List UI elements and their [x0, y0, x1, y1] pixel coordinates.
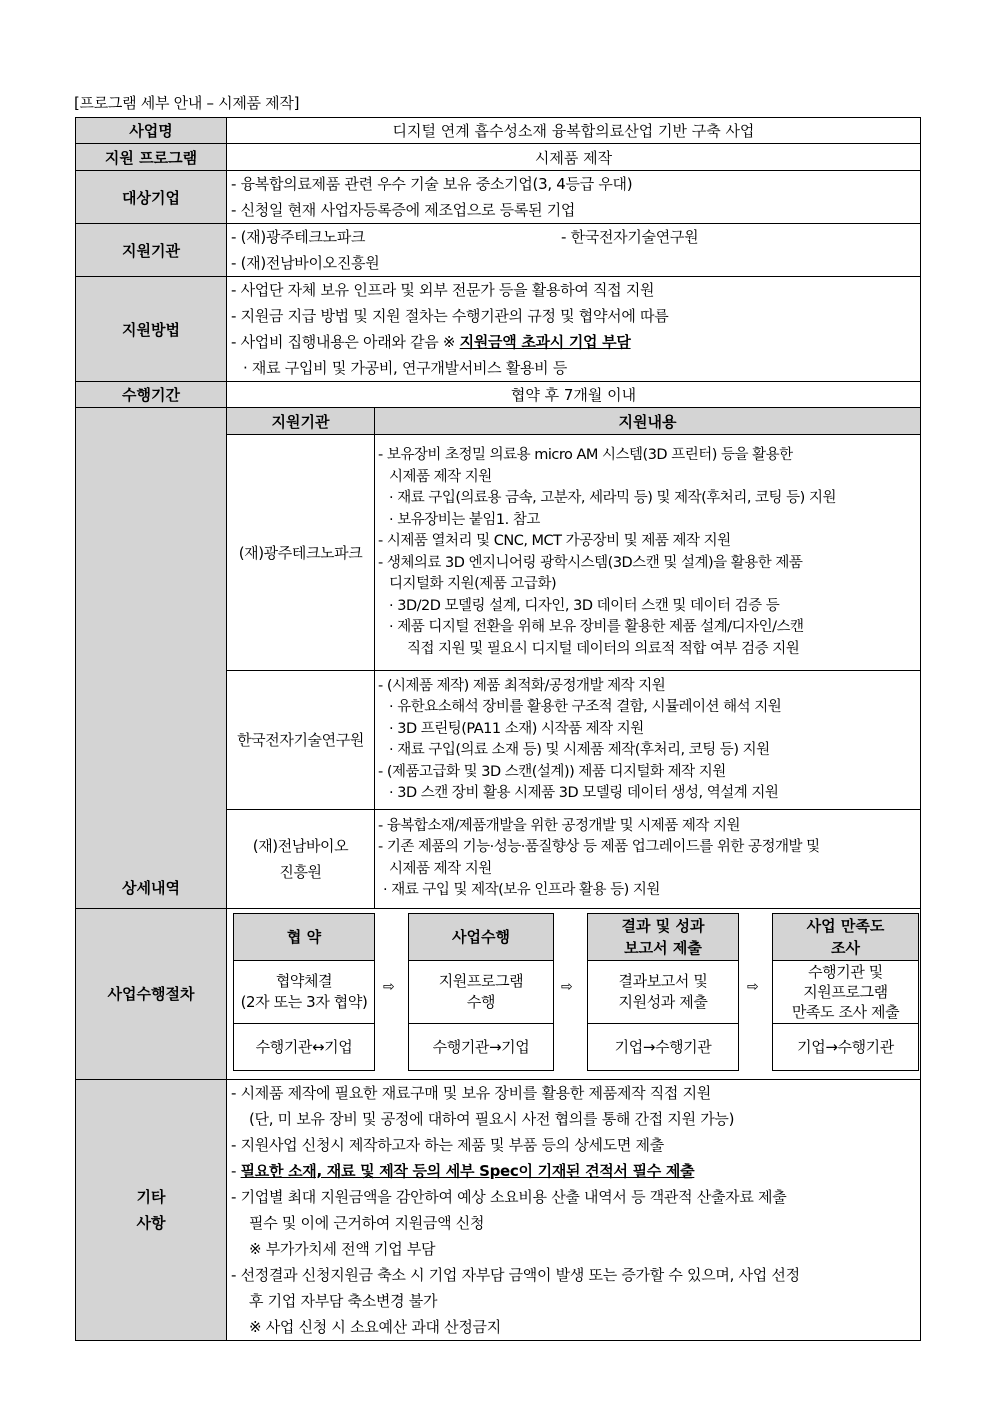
etc-bullet: -: [231, 1161, 241, 1180]
detail-row-jbio: [227, 810, 920, 908]
agency-jbio: - (재)전남바이오진흥원: [231, 254, 380, 272]
detail-line: - (시제품 제작) 제품 최적화/공정개발 제작 지원: [378, 677, 666, 694]
row-agencies: [76, 224, 921, 277]
procedure-flow: [227, 909, 920, 1079]
value-business-name: 디지털 연계 흡수성소재 융복합의료산업 기반 구축 사업: [227, 118, 921, 144]
detail-line: 시제품 제작 지원: [389, 860, 492, 877]
row-program: [76, 144, 921, 171]
method-subline: · 재료 구입비 및 가공비, 연구개발서비스 활용비 등: [243, 359, 568, 377]
label-procedure: 사업수행절차: [76, 908, 227, 1079]
label-period: 수행기간: [76, 382, 227, 408]
detail-line: - 융복합소재/제품개발을 위한 공정개발 및 시제품 제작 지원: [378, 817, 741, 834]
step-flow: 수행기관↔기업: [255, 1038, 353, 1056]
agency-gjtp: - (재)광주테크노파크: [231, 228, 366, 246]
row-detail: [76, 408, 921, 909]
arrow-icon: ⇨: [383, 978, 395, 995]
value-program: 시제품 제작: [227, 144, 921, 171]
etc-line: [227, 1158, 920, 1184]
detail-col-agency: 지원기관: [227, 408, 375, 435]
detail-row-gjtp: [227, 435, 920, 671]
detail-line: - 기존 제품의 기능·성능·품질향상 등 제품 업그레이드를 위한 공정개발 및: [378, 839, 820, 856]
detail-cell: [227, 408, 921, 909]
document-caption: [프로그램 세부 안내 – 시제품 제작]: [74, 94, 300, 112]
label-agencies: 지원기관: [76, 224, 227, 277]
detail-line: · 3D 프린팅(PA11 소재) 시작품 제작 지원: [389, 720, 644, 737]
step-report: [587, 913, 739, 1071]
step-title: 결과 및 성과 보고서 제출: [588, 914, 738, 961]
etc-line: - 시제품 제작에 필요한 재료구매 및 보유 장비를 활용한 제품제작 직접 지원: [231, 1083, 711, 1102]
detail-line: - (제품고급화 및 3D 스캔(설계)) 제품 디지털화 제작 지원: [378, 763, 726, 780]
detail-line: · 재료 구입 및 제작(보유 인프라 활용 등) 지원: [383, 882, 660, 899]
etc-emphasis: 필요한 소재, 재료 및 제작 등의 세부 Spec이 기재된 견적서 필수 제출: [240, 1161, 695, 1180]
detail-line: · 재료 구입(의료용 금속, 고분자, 세라믹 등) 및 제작(후처리, 코팅 등) 지원: [389, 490, 836, 506]
label-method: 지원방법: [76, 277, 227, 382]
step-title: 사업 만족도 조사: [773, 914, 918, 961]
detail-line: - 생체의료 3D 엔지니어링 광학시스템(3D스캔 및 설계)을 활용한 제품: [378, 554, 803, 571]
detail-content: [375, 810, 921, 908]
etc-line: ※ 부가가치세 전액 기업 부담: [249, 1239, 436, 1258]
value-method: [227, 277, 921, 382]
detail-org: 한국전자기술연구원: [227, 671, 375, 810]
detail-line: · 3D 스캔 장비 활용 시제품 3D 모델링 데이터 생성, 역설계 지원: [389, 785, 779, 801]
step-execution: [408, 913, 554, 1071]
target-line: - 신청일 현재 사업자등록증에 제조업으로 등록된 기업: [231, 201, 576, 219]
program-table: [75, 117, 921, 1341]
detail-line: - 보유장비 초정밀 의료용 micro AM 시스템(3D 프린터) 등을 활용한: [378, 447, 793, 463]
detail-line: 직접 지원 및 필요시 디지털 데이터의 의료적 적합 여부 검증 지원: [407, 640, 800, 657]
detail-content: [375, 671, 921, 810]
step-survey: [772, 913, 919, 1071]
method-line: - 지원금 지급 방법 및 지원 절차는 수행기관의 규정 및 협약서에 따름: [231, 307, 669, 325]
step-title: 협 약: [234, 914, 374, 961]
etc-line: 후 기업 자부담 축소변경 불가: [249, 1291, 438, 1310]
detail-line: · 보유장비는 붙임1. 참고: [389, 511, 540, 528]
agencies-line: [227, 224, 920, 250]
detail-line: · 재료 구입(의료 소재 등) 및 시제품 제작(후처리, 코팅 등) 지원: [389, 742, 770, 758]
detail-org: (재)광주테크노파크: [227, 435, 375, 671]
step-title: 사업수행: [409, 914, 553, 961]
value-etc: [227, 1079, 921, 1340]
step-body: 결과보고서 및 지원성과 제출: [588, 961, 738, 1024]
procedure-cell: [227, 908, 921, 1079]
detail-content: [375, 435, 921, 671]
detail-row-keti: [227, 671, 920, 810]
etc-line: ※ 사업 신청 시 소요예산 과대 산정금지: [249, 1317, 501, 1336]
arrow-icon: ⇨: [561, 978, 573, 995]
value-agencies: [227, 224, 921, 277]
detail-line: - 시제품 열처리 및 CNC, MCT 가공장비 및 제품 제작 지원: [378, 533, 731, 549]
method-line-text: - 사업비 집행내용은 아래와 같음 ※: [231, 333, 460, 351]
step-flow: 수행기관→기업: [432, 1038, 530, 1056]
label-target: 대상기업: [76, 171, 227, 224]
etc-line: - 지원사업 신청시 제작하고자 하는 제품 및 부품 등의 상세도면 제출: [231, 1135, 664, 1154]
detail-line: · 제품 디지털 전환을 위해 보유 장비를 활용한 제품 설계/디자인/스캔: [389, 619, 804, 635]
row-method: [76, 277, 921, 382]
step-body: 협약체결 (2자 또는 3자 협약): [234, 961, 374, 1024]
detail-line: · 유한요소해석 장비를 활용한 구조적 결함, 시뮬레이션 해석 지원: [389, 699, 782, 715]
detail-line: 시제품 제작 지원: [389, 468, 492, 485]
step-flow: 기업→수행기관: [614, 1038, 712, 1056]
target-line: - 융복합의료제품 관련 우수 기술 보유 중소기업(3, 4등급 우대): [231, 175, 633, 193]
step-body: 수행기관 및 지원프로그램 만족도 조사 제출: [773, 961, 918, 1024]
detail-org: (재)전남바이오 진흥원: [227, 810, 375, 908]
label-business-name: 사업명: [76, 118, 227, 144]
method-line: - 사업단 자체 보유 인프라 및 외부 전문가 등을 활용하여 직접 지원: [231, 281, 655, 299]
label-program: 지원 프로그램: [76, 144, 227, 171]
row-business-name: [76, 118, 921, 144]
etc-line: - 선정결과 신청지원금 축소 시 기업 자부담 금액이 발생 또는 증가할 수 있으며, 사업 선정: [231, 1265, 800, 1284]
row-period: [76, 382, 921, 408]
step-flow: 기업→수행기관: [797, 1038, 894, 1056]
row-target: [76, 171, 921, 224]
label-etc: 기타 사항: [76, 1079, 227, 1340]
label-detail: 상세내역: [76, 408, 227, 909]
step-body: 지원프로그램 수행: [409, 961, 553, 1024]
method-line: [227, 329, 920, 355]
etc-line: - 기업별 최대 지원금액을 감안하여 예상 소요비용 산출 내역서 등 객관적 산출자료 제출: [231, 1187, 787, 1206]
row-procedure: [76, 908, 921, 1079]
row-etc: [76, 1079, 921, 1340]
step-agreement: [233, 913, 375, 1071]
detail-col-content: 지원내용: [375, 408, 921, 435]
detail-line: · 3D/2D 모델링 설계, 디자인, 3D 데이터 스캔 및 데이터 검증 등: [389, 597, 780, 614]
detail-line: 디지털화 지원(제품 고급화): [389, 576, 557, 592]
value-period: 협약 후 7개월 이내: [227, 382, 921, 408]
etc-line: 필수 및 이에 근거하여 지원금액 신청: [249, 1213, 485, 1232]
method-emphasis: 지원금액 초과시 기업 부담: [459, 333, 631, 351]
detail-table: [227, 408, 920, 908]
agency-keti: - 한국전자기술연구원: [561, 228, 699, 246]
etc-line: (단, 미 보유 장비 및 공정에 대하여 필요시 사전 협의를 통해 간접 지원 가능): [249, 1109, 735, 1128]
value-target: [227, 171, 921, 224]
arrow-icon: ⇨: [747, 978, 759, 995]
